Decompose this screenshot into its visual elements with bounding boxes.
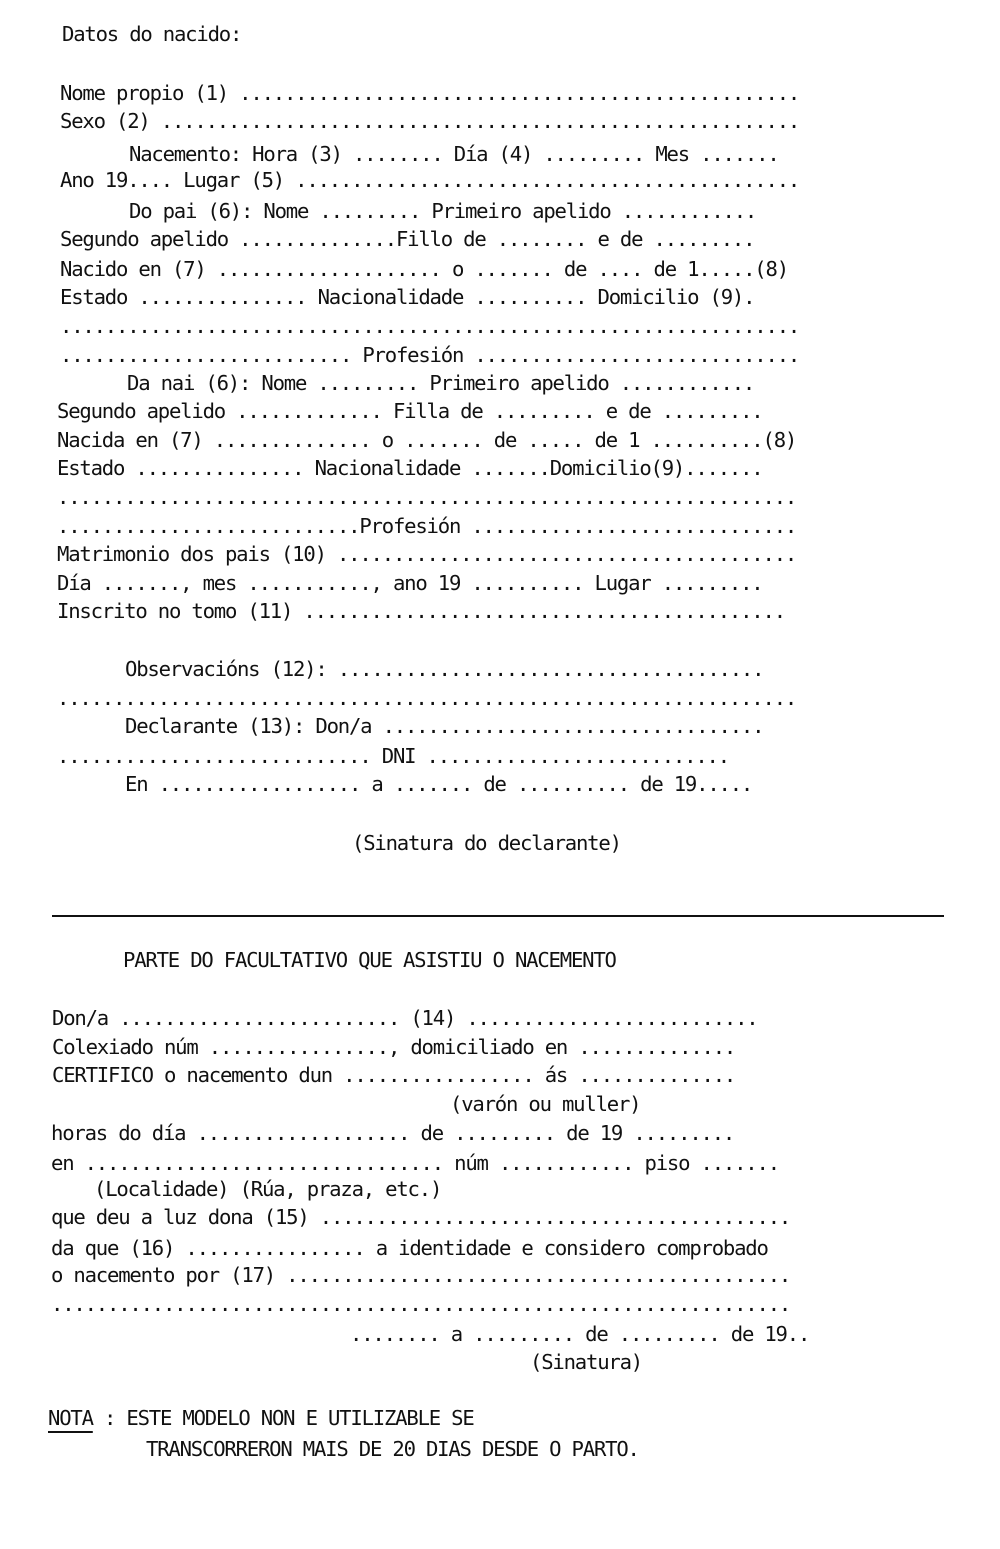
doctor-line-don: Don/a ......................... (14) .......................... bbox=[52, 1006, 758, 1030]
declarant-signature-caption: (Sinatura do declarante) bbox=[352, 831, 621, 855]
form-line-ano-lugar: Ano 19.... Lugar (5) ............................................. bbox=[60, 168, 800, 192]
form-line-declarante: Declarante (13): Don/a .................................. bbox=[125, 714, 764, 738]
form-line-matrimonio: Matrimonio dos pais (10) ......................................... bbox=[57, 542, 797, 566]
doctor-line-comprobado: o nacemento por (17) ............................................. bbox=[51, 1263, 791, 1287]
note-label: NOTA bbox=[48, 1406, 93, 1430]
form-line-nacemento: Nacemento: Hora (3) ........ Día (4) ......... Mes ....... bbox=[129, 142, 779, 166]
form-line-en-data: En .................. a ....... de .......... de 19..... bbox=[125, 772, 753, 796]
form-line-sexo: Sexo (2) ......................................................... bbox=[60, 109, 800, 133]
note-text-1: ESTE MODELO NON E UTILIZABLE SE bbox=[126, 1406, 474, 1430]
note-text-2: TRANSCORRERON MAIS DE 20 DIAS DESDE O PARTO. bbox=[146, 1437, 639, 1461]
doctor-caption-sexo: (varón ou muller) bbox=[450, 1092, 641, 1116]
doctor-line-certifico: CERTIFICO o nacemento dun ................. ás .............. bbox=[52, 1063, 736, 1087]
form-line-observacions: Observacións (12): ...................................... bbox=[125, 657, 764, 681]
form-line-dots: .................................................................. bbox=[57, 686, 797, 710]
form-line-nai-estado: Estado ............... Nacionalidade .......Domicilio(9)....... bbox=[57, 456, 763, 480]
form-line-pai-nome: Do pai (6): Nome ......... Primeiro apelido ............ bbox=[129, 199, 757, 223]
doctor-line-dona: que deu a luz dona (15) .......................................... bbox=[51, 1205, 791, 1229]
doctor-line-dots: .................................................................. bbox=[51, 1292, 791, 1316]
form-line-nai-profesion: ...........................Profesión ............................. bbox=[57, 514, 797, 538]
form-line-dni: ............................ DNI ........................... bbox=[57, 744, 729, 768]
form-line-inscrito: Inscrito no tomo (11) ........................................... bbox=[57, 599, 785, 623]
doctor-line-horas: horas do día ................... de ......... de 19 ......... bbox=[51, 1121, 735, 1145]
doctor-line-colexiado: Colexiado núm ................, domiciliado en .............. bbox=[52, 1035, 736, 1059]
doctor-signature-caption: (Sinatura) bbox=[530, 1350, 642, 1374]
form-line-nai-apelido: Segundo apelido ............. Filla de ......... e de ......... bbox=[57, 399, 763, 423]
form-line-dots: .................................................................. bbox=[60, 314, 800, 338]
section-divider bbox=[52, 915, 944, 917]
form-line-pai-estado: Estado ............... Nacionalidade .......... Domicilio (9). bbox=[60, 285, 755, 309]
form-line-nai-nome: Da nai (6): Nome ......... Primeiro apelido ............ bbox=[127, 371, 755, 395]
form-line-matrimonio-data: Día ......., mes ..........., ano 19 .......... Lugar ......... bbox=[57, 571, 763, 595]
form-line-pai-apelido: Segundo apelido ..............Fillo de ........ e de ......... bbox=[60, 227, 755, 251]
form-line-nome-propio: Nome propio (1) .................................................. bbox=[60, 81, 800, 105]
form-line-pai-nacido: Nacido en (7) .................... o ....... de .... de 1.....(8) bbox=[60, 257, 788, 281]
form-line-pai-profesion: .......................... Profesión ............................. bbox=[60, 343, 800, 367]
form-line-dots: .................................................................. bbox=[57, 485, 797, 509]
doctor-line-data: ........ a ......... de ......... de 19.. bbox=[350, 1322, 810, 1346]
doctor-line-enderezo: en ................................ núm ............ piso ....... bbox=[51, 1151, 779, 1175]
doctor-line-identidade: da que (16) ................ a identidade e considero comprobado bbox=[51, 1236, 768, 1260]
section-heading: Datos do nacido: bbox=[62, 22, 242, 46]
doctor-section-title: PARTE DO FACULTATIVO QUE ASISTIU O NACEMENTO bbox=[123, 948, 616, 972]
doctor-caption-localidade: (Localidade) (Rúa, praza, etc.) bbox=[94, 1177, 442, 1201]
note-line-1 bbox=[48, 1408, 474, 1429]
note-separator: : bbox=[92, 1406, 127, 1430]
form-line-nai-nacida: Nacida en (7) .............. o ....... de ..... de 1 ..........(8) bbox=[57, 428, 797, 452]
